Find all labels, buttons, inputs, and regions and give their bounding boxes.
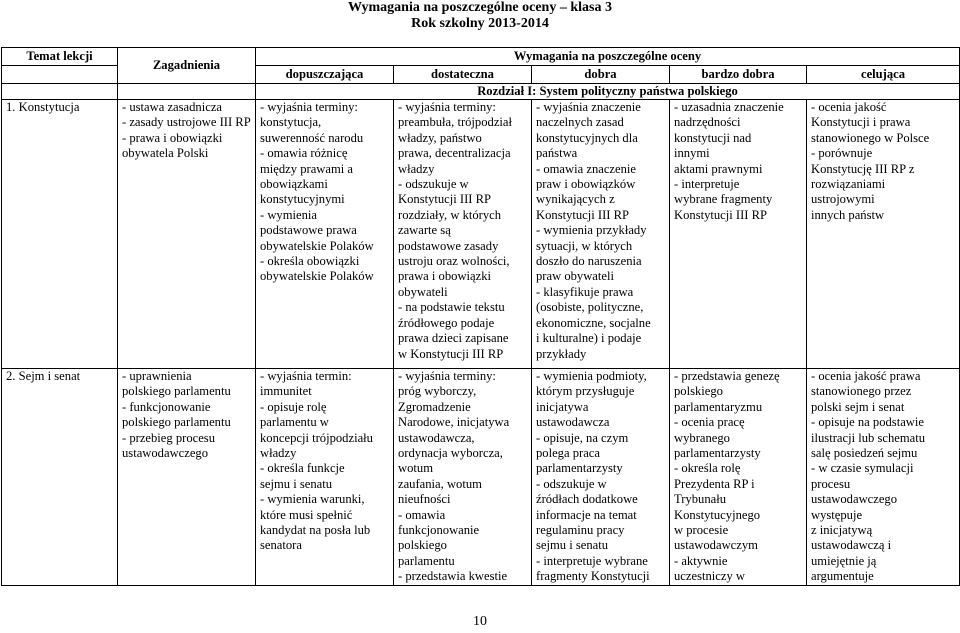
cell-line: nieufności xyxy=(398,492,451,507)
cell-line: informacje na temat xyxy=(536,507,637,522)
cell-line: - opisuje rolę xyxy=(260,399,327,414)
cell-line: polski sejm i senat xyxy=(811,399,905,414)
cell-line: Zgromadzenie xyxy=(398,399,471,414)
cell-line: (osobiste, polityczne, xyxy=(536,300,644,315)
header-grade-dopuszczajaca: dopuszczająca xyxy=(256,66,394,84)
cell-line: - określa funkcje xyxy=(260,461,345,476)
cell-line: państwa xyxy=(536,146,578,161)
cell-line: próg wyborczy, xyxy=(398,384,477,399)
row-topic: 2. Sejm i senat xyxy=(2,369,118,586)
cell-line: polskiego xyxy=(398,538,447,553)
cell-line: - wymienia xyxy=(260,207,318,222)
cell-line: - wyjaśnia termin: xyxy=(260,369,352,383)
cell-line: - wymienia warunki, xyxy=(260,492,365,507)
cell-line: wynikających z xyxy=(536,192,615,207)
cell-line: konstytucyjnymi xyxy=(260,192,345,207)
row-dopuszczajaca xyxy=(256,369,394,586)
cell-line: polega praca xyxy=(536,446,600,461)
cell-line: obywatelskie Polaków xyxy=(260,238,374,253)
cell-line: - prawa i obowiązki obywatela Polski xyxy=(122,130,223,161)
cell-line: - przedstawia genezę xyxy=(674,369,780,383)
cell-line: - określa obowiązki xyxy=(260,254,360,269)
cell-line: parlamentarzysty xyxy=(674,446,761,461)
cell-line: - klasyfikuje prawa xyxy=(536,284,634,299)
cell-line: innymi xyxy=(674,146,710,161)
cell-line: salę posiedzeń sejmu xyxy=(811,446,918,461)
section-issues-empty xyxy=(118,84,256,100)
cell-line: polskiego parlamentu xyxy=(122,415,231,430)
cell-line: ordynacja wyborcza, xyxy=(398,446,503,461)
cell-line: między prawami a xyxy=(260,161,354,176)
cell-line: - przebieg procesu xyxy=(122,430,216,445)
cell-line: ustawodawcza, xyxy=(398,430,475,445)
cell-line: stanowionego przez xyxy=(811,384,912,399)
cell-line: - na podstawie tekstu xyxy=(398,300,505,315)
cell-line: naczelnych zasad xyxy=(536,115,624,130)
section-row xyxy=(2,84,960,100)
cell-line: - określa rolę xyxy=(674,461,741,476)
cell-line: - porównuje xyxy=(811,146,873,161)
cell-line: sytuacji, w których xyxy=(536,238,633,253)
header-row-1 xyxy=(2,48,960,66)
cell-line: wybranego xyxy=(674,430,730,445)
cell-line: źródłowego podaje xyxy=(398,315,495,330)
cell-line: innych państw xyxy=(811,207,885,222)
cell-line: - wymienia podmioty, xyxy=(536,369,647,383)
row-dobra xyxy=(532,100,670,369)
cell-line: aktami prawnymi xyxy=(674,161,763,176)
row-bardzo-dobra xyxy=(670,369,807,586)
cell-line: z inicjatywą xyxy=(811,523,873,538)
cell-line: przykłady xyxy=(536,346,587,361)
row-issues xyxy=(118,369,256,586)
cell-line: - interpretuje wybrane xyxy=(536,553,648,568)
cell-line: ustawodawczym xyxy=(674,538,758,553)
row-issues xyxy=(118,100,256,369)
cell-line: wotum xyxy=(398,461,433,476)
cell-line: źródłach dodatkowe xyxy=(536,492,638,507)
cell-line: - wyjaśnia terminy: xyxy=(260,100,358,114)
cell-line: preambuła, trójpodział xyxy=(398,115,513,130)
cell-line: konstytucyjnych dla xyxy=(536,130,638,145)
cell-line: Konstytucji III RP xyxy=(674,207,768,222)
school-year: Rok szkolny 2013-2014 xyxy=(411,16,549,31)
cell-line: - wyjaśnia terminy: xyxy=(398,369,496,383)
cell-line: sejmu i senatu xyxy=(536,538,609,553)
header-grade-dobra: dobra xyxy=(532,66,670,84)
cell-line: parlamentaryzmu xyxy=(674,399,763,414)
cell-line: ustawodawcza xyxy=(536,415,610,430)
row-bardzo-dobra xyxy=(670,100,807,369)
header-grade-dostateczna: dostateczna xyxy=(394,66,532,84)
cell-line: nadrzędności xyxy=(674,115,741,130)
cell-line: prawa dzieci zapisane xyxy=(398,331,509,346)
cell-line: umiejętnie ją xyxy=(811,553,877,568)
cell-line: - ustawa zasadnicza xyxy=(122,100,222,114)
cell-line: którym przysługuje xyxy=(536,384,635,399)
cell-line: podstawowe prawa xyxy=(260,223,357,238)
cell-line: - wyjaśnia znaczenie xyxy=(536,100,641,114)
cell-line: argumentuje xyxy=(811,569,874,584)
page-number: 10 xyxy=(473,614,487,629)
cell-line: podstawowe zasady xyxy=(398,238,499,253)
cell-line: praw i obowiązków xyxy=(536,177,636,192)
cell-line: - przedstawia kwestie xyxy=(398,569,508,584)
cell-line: - odszukuje w xyxy=(398,177,469,192)
cell-line: ekonomiczne, socjalne xyxy=(536,315,651,330)
cell-line: stanowionego w Polsce xyxy=(811,130,930,145)
cell-line: ustroju oraz wolności, xyxy=(398,254,510,269)
header-requirements: Wymagania na poszczególne oceny xyxy=(256,48,960,66)
row-dostateczna xyxy=(394,369,532,586)
cell-line: fragmenty Konstytucji xyxy=(536,569,650,584)
cell-line: doszło do naruszenia xyxy=(536,254,642,269)
cell-line: zaufania, wotum xyxy=(398,476,482,491)
table-row xyxy=(2,100,960,369)
cell-line: - wymienia przykłady xyxy=(536,223,647,238)
section-title: Rozdział I: System polityczny państwa polskiego xyxy=(256,84,960,100)
cell-line: występuje xyxy=(811,507,863,522)
cell-line: ilustracji lub schematu xyxy=(811,430,926,445)
cell-line: regulaminu pracy xyxy=(536,523,625,538)
cell-line: - opisuje, na czym xyxy=(536,430,629,445)
cell-line: - odszukuje w xyxy=(536,476,607,491)
document-title: Wymagania na poszczególne oceny – klasa 3 xyxy=(348,0,612,15)
cell-line: koncepcji trójpodziału xyxy=(260,430,373,445)
row-celujaca xyxy=(807,369,960,586)
cell-line: władzy, państwo xyxy=(398,130,482,145)
cell-line: immunitet xyxy=(260,384,312,399)
cell-line: - interpretuje xyxy=(674,177,740,192)
cell-line: zawarte są xyxy=(398,223,451,238)
cell-line: wybrane fragmenty xyxy=(674,192,773,207)
cell-line: w procesie xyxy=(674,523,729,538)
requirements-table xyxy=(1,47,960,586)
cell-line: rozwiązaniami xyxy=(811,177,886,192)
section-topic-empty xyxy=(2,84,118,100)
cell-line: Konstytucji III RP xyxy=(536,207,630,222)
header-grade-bardzo-dobra: bardzo dobra xyxy=(670,66,807,84)
cell-line: obywatelskie Polaków xyxy=(260,269,374,284)
cell-line: Narodowe, inicjatywa xyxy=(398,415,510,430)
cell-line: - ocenia jakość prawa xyxy=(811,369,921,383)
cell-line: ustawodawczego xyxy=(811,492,898,507)
cell-line: - omawia różnicę xyxy=(260,146,348,161)
cell-line: w Konstytucji III RP xyxy=(398,346,504,361)
header-topic: Temat lekcji xyxy=(2,48,118,66)
cell-line: funkcjonowanie xyxy=(398,523,480,538)
cell-line: - uzasadnia znaczenie xyxy=(674,100,784,114)
cell-line: - uprawnienia xyxy=(122,369,192,383)
cell-line: Prezydenta RP i xyxy=(674,476,755,491)
cell-line: parlamentu w xyxy=(260,415,329,430)
cell-line: praw obywateli xyxy=(536,269,614,284)
row-dobra xyxy=(532,369,670,586)
cell-line: polskiego parlamentu xyxy=(122,384,231,399)
cell-line: polskiego xyxy=(674,384,723,399)
cell-line: - funkcjonowanie xyxy=(122,399,211,414)
cell-line: parlamentarzysty xyxy=(536,461,623,476)
cell-line: kandydat na posła lub xyxy=(260,523,371,538)
cell-line: - ocenia pracę xyxy=(674,415,745,430)
cell-line: Konstytucji III RP xyxy=(398,192,492,207)
cell-line: parlamentu xyxy=(398,553,455,568)
cell-line: prawa, decentralizacja xyxy=(398,146,511,161)
cell-line: konstytucja, xyxy=(260,115,322,130)
cell-line: Konstytucję III RP z xyxy=(811,161,915,176)
cell-line: władzy xyxy=(260,446,297,461)
cell-line: prawa i obowiązki xyxy=(398,269,492,284)
cell-line: - opisuje na podstawie xyxy=(811,415,924,430)
cell-line: senatora xyxy=(260,538,302,553)
cell-line: sejmu i senatu xyxy=(260,476,333,491)
header-topic-empty xyxy=(2,66,118,84)
cell-line: Konstytucji i prawa xyxy=(811,115,911,130)
cell-line: suwerenność narodu xyxy=(260,130,364,145)
table-row xyxy=(2,369,960,586)
cell-line: obowiązkami xyxy=(260,177,328,192)
cell-line: Trybunału xyxy=(674,492,727,507)
cell-line: - ocenia jakość xyxy=(811,100,887,114)
cell-line: ustawodawczą i xyxy=(811,538,892,553)
cell-line: uczestniczy w xyxy=(674,569,745,584)
cell-line: - wyjaśnia terminy: xyxy=(398,100,496,114)
header-issues: Zagadnienia xyxy=(118,48,256,84)
row-celujaca xyxy=(807,100,960,369)
row-dostateczna xyxy=(394,100,532,369)
cell-line: inicjatywa xyxy=(536,399,589,414)
cell-line: - aktywnie xyxy=(674,553,728,568)
cell-line: konstytucji nad xyxy=(674,130,752,145)
cell-line: Konstytucyjnego xyxy=(674,507,761,522)
row-topic: 1. Konstytucja xyxy=(2,100,118,369)
cell-line: - zasady ustrojowe III RP xyxy=(122,115,251,130)
cell-line: które musi spełnić xyxy=(260,507,353,522)
cell-line: rozdziały, w których xyxy=(398,207,502,222)
row-dopuszczajaca xyxy=(256,100,394,369)
cell-line: - w czasie symulacji xyxy=(811,461,914,476)
cell-line: władzy xyxy=(398,161,435,176)
cell-line: procesu xyxy=(811,476,851,491)
cell-line: - omawia xyxy=(398,507,446,522)
cell-line: - omawia znaczenie xyxy=(536,161,636,176)
cell-line: ustawodawczego xyxy=(122,446,209,461)
cell-line: i kulturalne) i podaje xyxy=(536,331,642,346)
cell-line: ustrojowymi xyxy=(811,192,875,207)
cell-line: obywateli xyxy=(398,284,448,299)
header-grade-celujaca: celująca xyxy=(807,66,960,84)
